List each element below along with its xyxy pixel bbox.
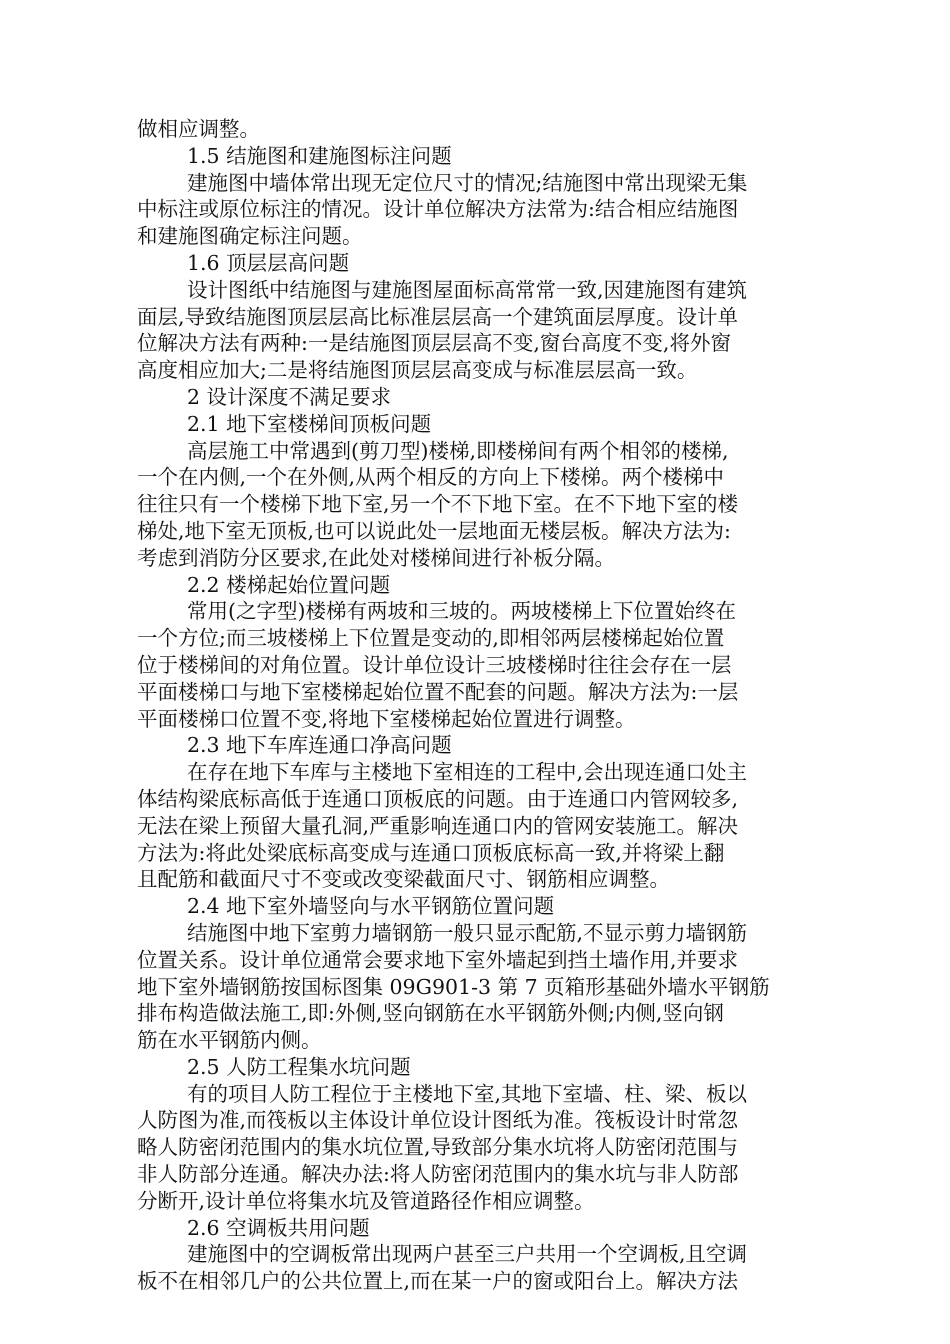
paragraph-line: 且配筋和截面尺寸不变或改变梁截面尺寸、钢筋相应调整。 bbox=[137, 867, 670, 892]
paragraph bbox=[137, 1241, 805, 1295]
paragraph bbox=[137, 1081, 805, 1215]
paragraph-line: 分断开,设计单位将集水坑及管道路径作相应调整。 bbox=[137, 1188, 595, 1213]
paragraph-line: 板不在相邻几户的公共位置上,而在某一户的窗或阳台上。解决方法 bbox=[137, 1269, 739, 1294]
paragraph-line: 地下室外墙钢筋按国标图集 09G901-3 第 7 页箱形基础外墙水平钢筋 bbox=[137, 974, 770, 999]
paragraph-line: 平面楼梯口位置不变,将地下室楼梯起始位置进行调整。 bbox=[137, 706, 636, 731]
heading-text: 2.1 地下室楼梯间顶板问题 bbox=[187, 411, 432, 436]
paragraph-line: 常用(之字型)楼梯有两坡和三坡的。两坡楼梯上下位置始终在 bbox=[187, 599, 736, 624]
section-heading bbox=[137, 732, 805, 759]
paragraph bbox=[137, 598, 805, 732]
paragraph-line: 高度相应加大;二是将结施图顶层层高变成与标准层层高一致。 bbox=[137, 358, 698, 383]
paragraph-line: 方法为:将此处梁底标高变成与连通口顶板底标高一致,并将梁上翻 bbox=[137, 840, 725, 865]
section-heading bbox=[137, 893, 805, 920]
heading-text: 1.6 顶层层高问题 bbox=[187, 250, 350, 275]
paragraph-line: 筋在水平钢筋内侧。 bbox=[137, 1028, 322, 1053]
paragraph-line: 建施图中墙体常出现无定位尺寸的情况;结施图中常出现梁无集 bbox=[187, 170, 748, 195]
paragraph-line: 无法在梁上预留大量孔洞,严重影响连通口内的管网安装施工。解决 bbox=[137, 813, 739, 838]
section-heading bbox=[137, 143, 805, 170]
paragraph bbox=[137, 438, 805, 572]
paragraph-line: 位于楼梯间的对角位置。设计单位设计三坡楼梯时往往会存在一层 bbox=[137, 652, 732, 677]
paragraph-line: 位置关系。设计单位通常会要求地下室外墙起到挡土墙作用,并要求 bbox=[137, 947, 739, 972]
section-heading bbox=[137, 411, 805, 438]
section-heading bbox=[137, 1215, 805, 1242]
paragraph-line: 位解决方法有两种:一是结施图顶层层高不变,窗台高度不变,将外窗 bbox=[137, 331, 731, 356]
paragraph bbox=[137, 920, 805, 1054]
paragraph-line: 在存在地下车库与主楼地下室相连的工程中,会出现连通口处主 bbox=[187, 760, 748, 785]
heading-text: 1.5 结施图和建施图标注问题 bbox=[187, 143, 452, 168]
paragraph-line: 中标注或原位标注的情况。设计单位解决方法常为:结合相应结施图 bbox=[137, 197, 739, 222]
paragraph-line: 往往只有一个楼梯下地下室,另一个不下地下室。在不下地下室的楼 bbox=[137, 492, 739, 517]
paragraph-line: 做相应调整。 bbox=[137, 117, 260, 141]
paragraph-line: 设计图纸中结施图与建施图屋面标高常常一致,因建施图有建筑 bbox=[187, 277, 748, 302]
heading-text: 2.5 人防工程集水坑问题 bbox=[187, 1054, 411, 1079]
paragraph bbox=[137, 170, 805, 250]
paragraph-line: 体结构梁底标高低于连通口顶板底的问题。由于连通口内管网较多, bbox=[137, 786, 739, 811]
heading-text: 2.2 楼梯起始位置问题 bbox=[187, 572, 391, 597]
heading-text: 2 设计深度不满足要求 bbox=[187, 384, 392, 409]
paragraph-line: 考虑到消防分区要求,在此处对楼梯间进行补板分隔。 bbox=[137, 545, 616, 570]
document-page bbox=[137, 116, 805, 1295]
paragraph-line: 和建施图确定标注问题。 bbox=[137, 224, 363, 249]
paragraph bbox=[137, 759, 805, 893]
section-heading bbox=[137, 250, 805, 277]
paragraph-line: 略人防密闭范围内的集水坑位置,导致部分集水坑将人防密闭范围与 bbox=[137, 1135, 739, 1160]
paragraph-line: 排布构造做法施工,即:外侧,竖向钢筋在水平钢筋外侧;内侧,竖向钢 bbox=[137, 1001, 724, 1026]
paragraph-line: 建施图中的空调板常出现两户甚至三户共用一个空调板,且空调 bbox=[187, 1242, 748, 1267]
paragraph-line: 梯处,地下室无顶板,也可以说此处一层地面无楼层板。解决方法为: bbox=[137, 518, 731, 543]
paragraph-line: 非人防部分连通。解决办法:将人防密闭范围内的集水坑与非人防部 bbox=[137, 1162, 739, 1187]
paragraph-line: 高层施工中常遇到(剪刀型)楼梯,即楼梯间有两个相邻的楼梯, bbox=[187, 438, 729, 463]
heading-text: 2.6 空调板共用问题 bbox=[187, 1215, 370, 1240]
section-heading bbox=[137, 384, 805, 411]
paragraph-line: 面层,导致结施图顶层层高比标准层层高一个建筑面层厚度。设计单 bbox=[137, 304, 739, 329]
section-heading bbox=[137, 572, 805, 599]
section-heading bbox=[137, 1054, 805, 1081]
heading-text: 2.4 地下室外墙竖向与水平钢筋位置问题 bbox=[187, 894, 555, 919]
paragraph-line: 结施图中地下室剪力墙钢筋一般只显示配筋,不显示剪力墙钢筋 bbox=[187, 920, 748, 945]
paragraph-line: 平面楼梯口与地下室楼梯起始位置不配套的问题。解决方法为:一层 bbox=[137, 679, 739, 704]
heading-text: 2.3 地下车库连通口净高问题 bbox=[187, 733, 452, 758]
paragraph-line: 一个方位;而三坡楼梯上下位置是变动的,即相邻两层楼梯起始位置 bbox=[137, 626, 725, 651]
paragraph bbox=[137, 116, 805, 143]
paragraph-line: 人防图为准,而筏板以主体设计单位设计图纸为准。筏板设计时常忽 bbox=[137, 1108, 739, 1133]
paragraph-line: 一个在内侧,一个在外侧,从两个相反的方向上下楼梯。两个楼梯中 bbox=[137, 465, 725, 490]
paragraph-line: 有的项目人防工程位于主楼地下室,其地下室墙、柱、梁、板以 bbox=[187, 1081, 748, 1106]
paragraph bbox=[137, 277, 805, 384]
